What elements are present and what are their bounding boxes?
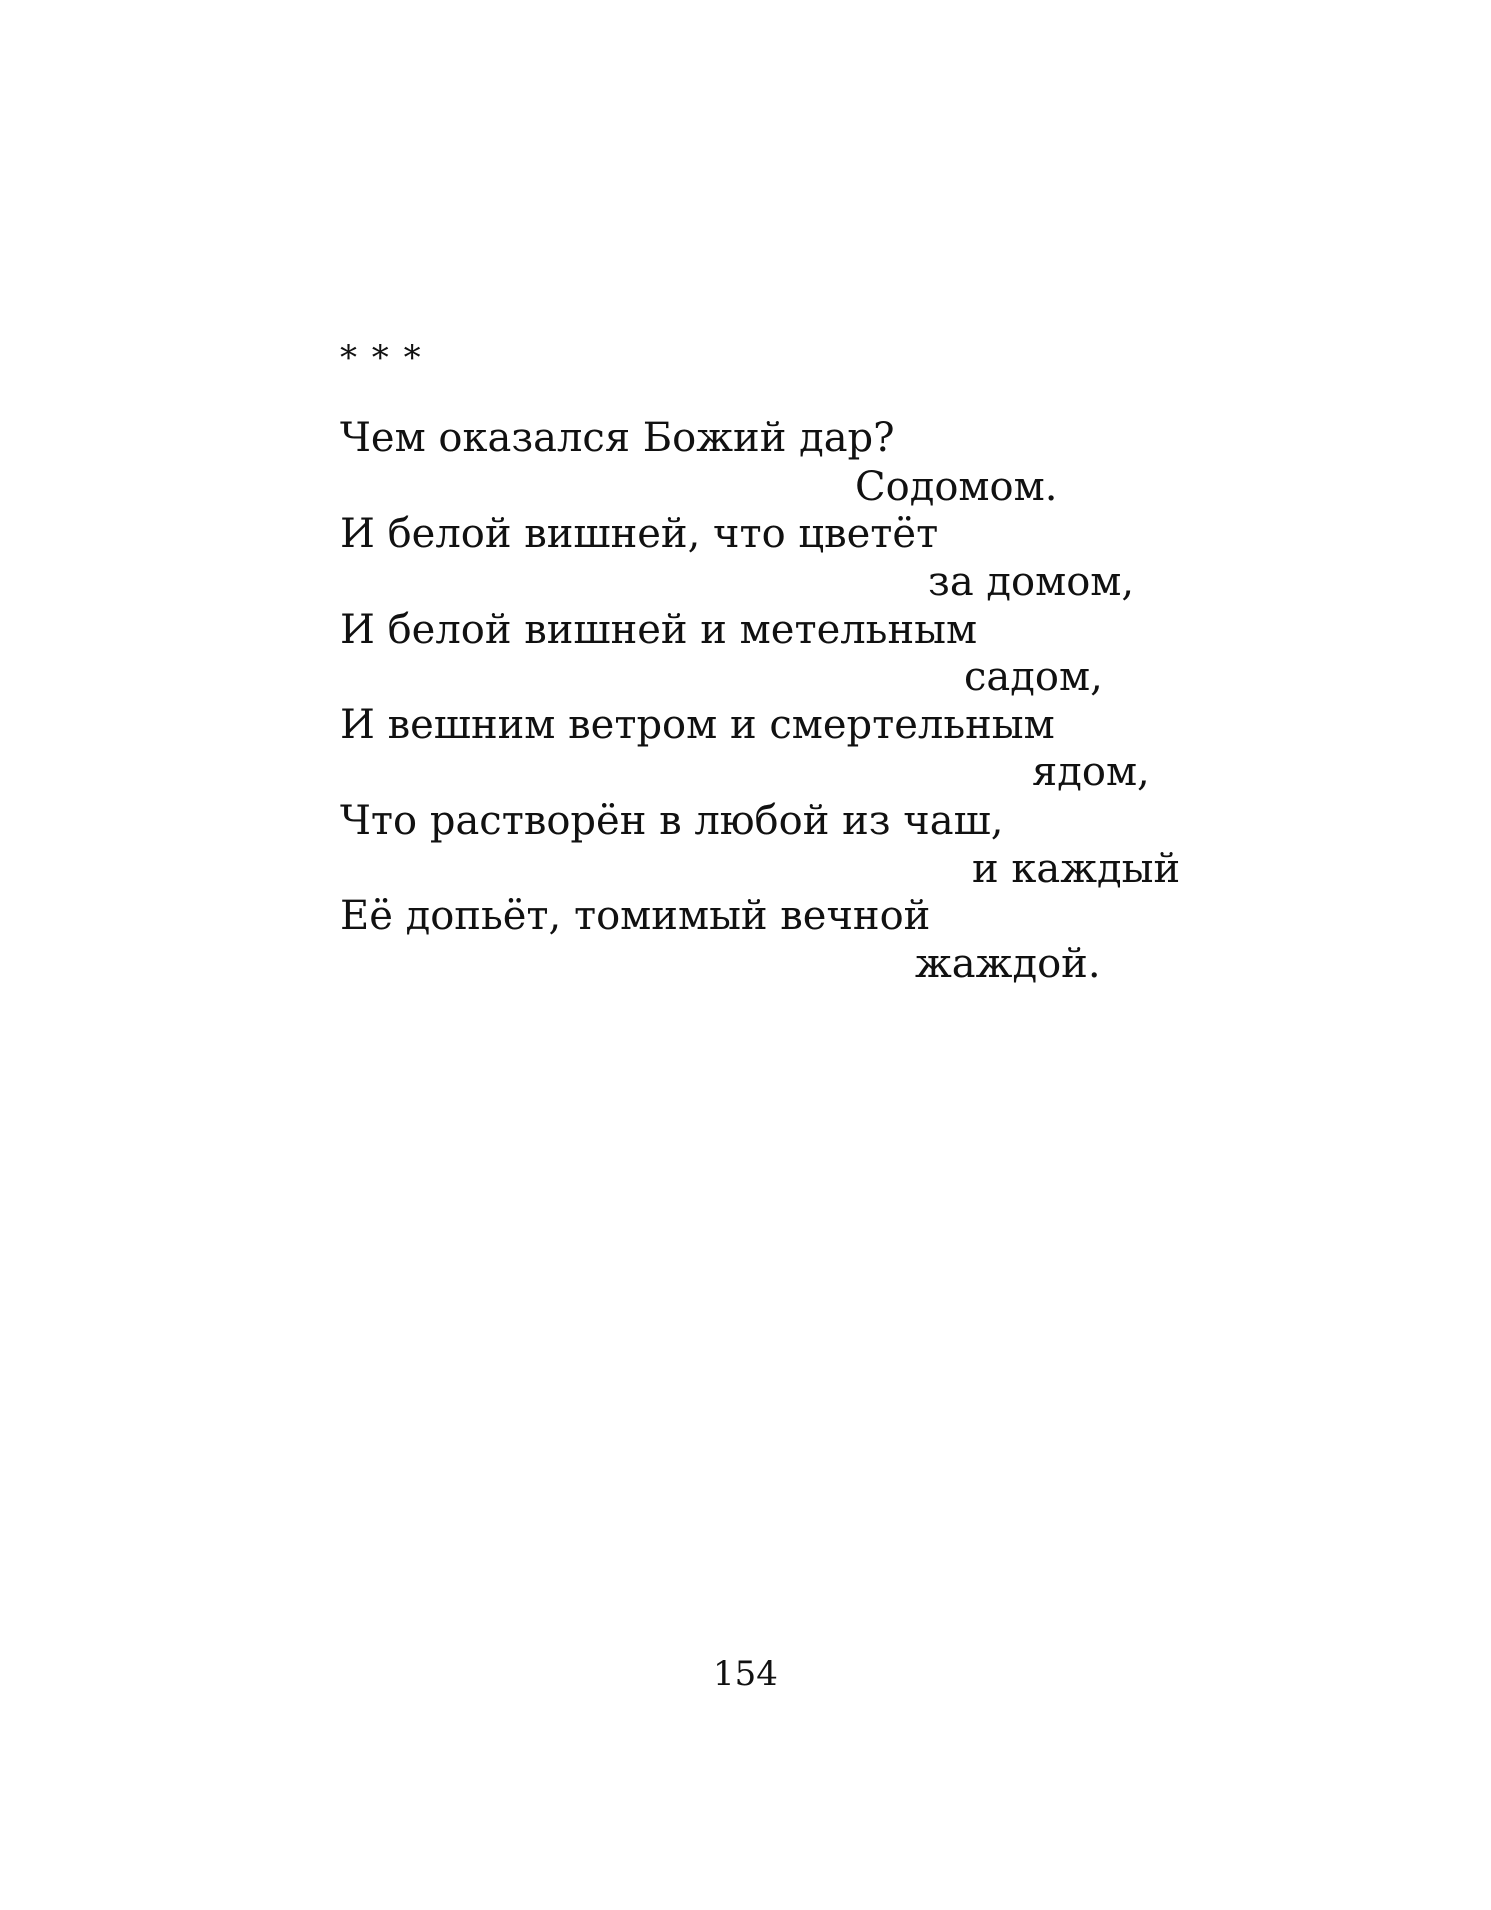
poem-line-10: и каждый xyxy=(972,846,1181,892)
poem-line-5: И белой вишней и метельным xyxy=(340,607,978,653)
poem-line-8: ядом, xyxy=(1032,749,1150,795)
poem-line-2: Содомом. xyxy=(855,464,1058,510)
poem-line-11: Её допьёт, томимый вечной xyxy=(340,893,931,939)
poem-divider: * * * xyxy=(340,338,423,378)
poem-line-4: за домом, xyxy=(928,559,1135,605)
page-number: 154 xyxy=(713,1654,778,1694)
poem-line-6: садом, xyxy=(964,654,1103,700)
poem-line-3: И белой вишней, что цветёт xyxy=(340,511,939,557)
poem-line-1: Чем оказался Божий дар? xyxy=(340,415,895,461)
poem-line-9: Что растворён в любой из чаш, xyxy=(340,798,1004,844)
poem-line-7: И вешним ветром и смертельным xyxy=(340,702,1055,748)
poem-line-12: жаждой. xyxy=(915,941,1101,987)
